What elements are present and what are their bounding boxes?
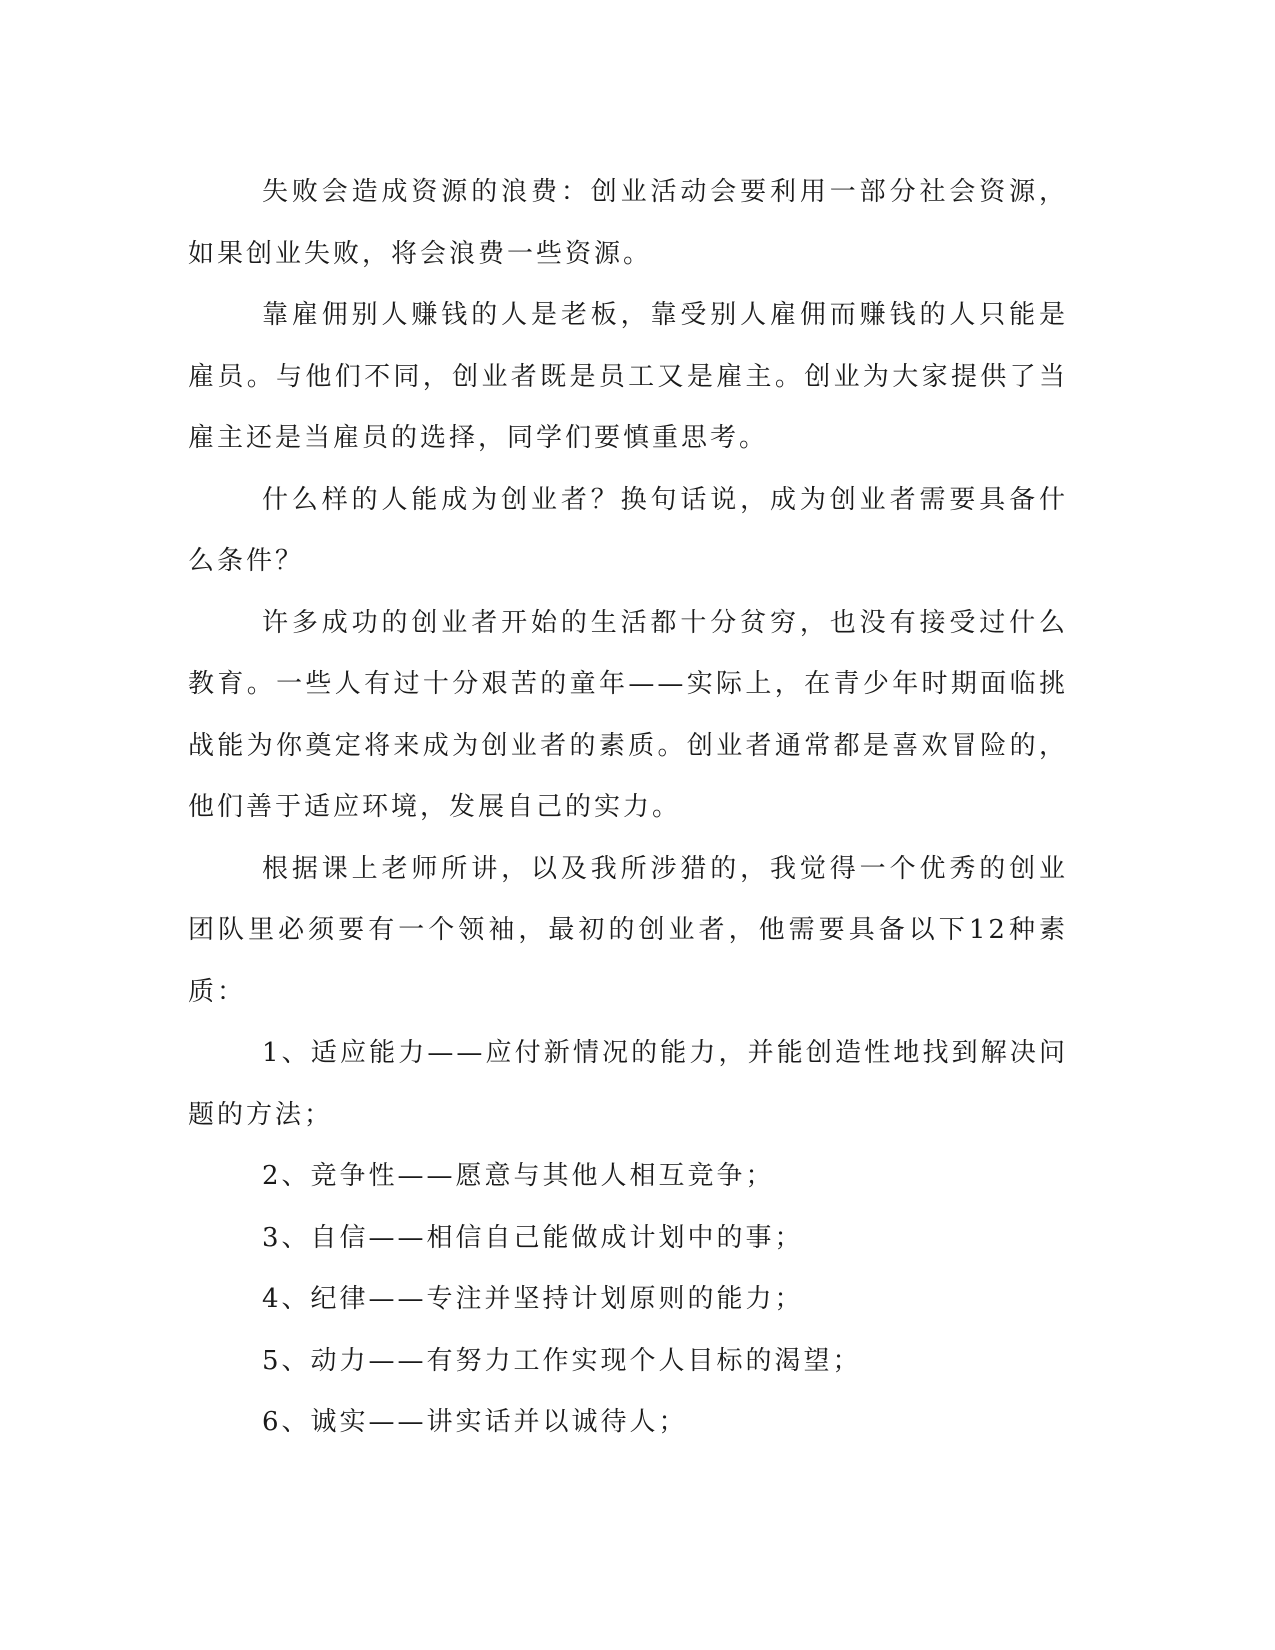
paragraph-question: 什么样的人能成为创业者？换句话说，成为创业者需要具备什么条件？ (188, 484, 1068, 576)
list-item-confidence: 3、自信——相信自己能做成计划中的事； (262, 1222, 804, 1253)
list-item-honesty: 6、诚实——讲实话并以诚待人； (262, 1407, 688, 1437)
list-item-adaptability: 1、适应能力——应付新情况的能力，并能创造性地找到解决问题的方法； (188, 1038, 1068, 1130)
document-body (188, 162, 1068, 1454)
list-item-discipline: 4、纪律——专注并坚持计划原则的能力； (262, 1284, 804, 1314)
list-item-competitiveness: 2、竞争性——愿意与其他人相互竞争； (262, 1161, 775, 1191)
paragraph-employer-employee: 靠雇佣别人赚钱的人是老板，靠受别人雇佣而赚钱的人只能是雇员。与他们不同，创业者既是员工又是雇主。创业为大家提供了当雇主还是当雇员的选择，同学们要慎重思考。 (188, 300, 1068, 453)
list-item-motivation: 5、动力——有努力工作实现个人目标的渴望； (262, 1345, 862, 1376)
paragraph-twelve-qualities: 根据课上老师所讲，以及我所涉猎的，我觉得一个优秀的创业团队里必须要有一个领袖，最初的创业者，他需要具备以下12种素质： (188, 853, 1068, 1007)
paragraph-background: 许多成功的创业者开始的生活都十分贫穷，也没有接受过什么教育。一些人有过十分艰苦的童年——实际上，在青少年时期面临挑战能为你奠定将来成为创业者的素质。创业者通常都是喜欢冒险的，他们善于适应环境，发展自己的实力。 (188, 607, 1068, 822)
paragraph-resource-waste: 失败会造成资源的浪费：创业活动会要利用一部分社会资源，如果创业失败，将会浪费一些资源。 (188, 177, 1068, 269)
